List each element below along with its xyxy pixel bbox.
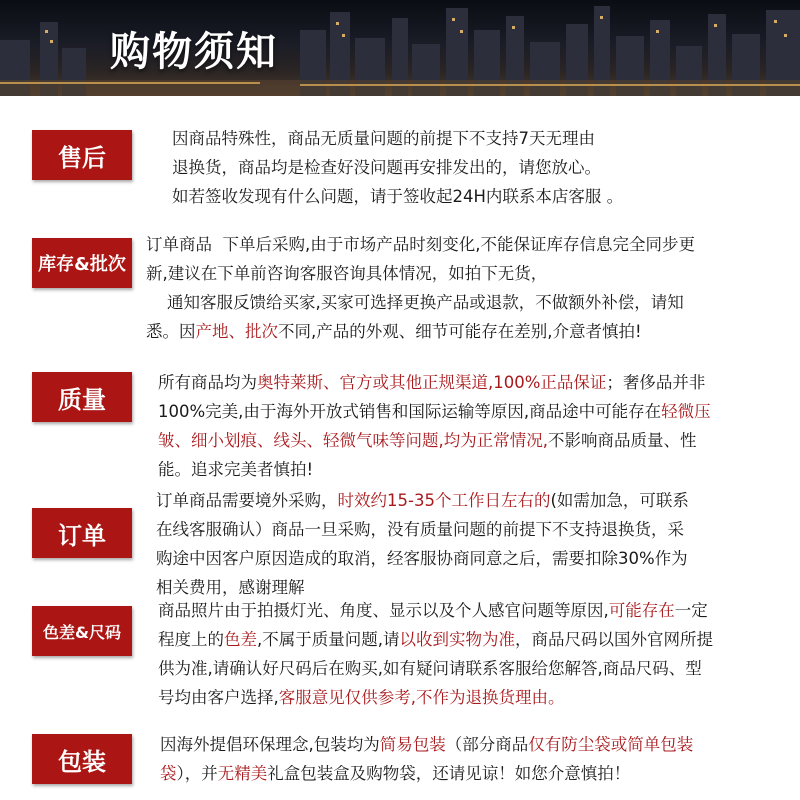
highlight-text: 以收到实物为准 xyxy=(399,630,515,649)
text-line xyxy=(146,259,695,288)
body-text: 购途中因客户原因造成的取消，经客服协商同意之后，需要扣除30%作为 xyxy=(156,549,688,568)
header-banner xyxy=(0,0,800,96)
text-line xyxy=(158,625,713,654)
text-line xyxy=(156,515,689,544)
highlight-text: 袋 xyxy=(160,764,177,783)
text-line xyxy=(172,124,623,153)
body-text: （部分商品 xyxy=(445,735,529,754)
text-line xyxy=(156,544,689,573)
body-text: 不同,产品的外观、细节可能存在差别,介意者慎拍! xyxy=(278,322,642,341)
text-line xyxy=(146,230,695,259)
body-text: ；奢侈品并非 xyxy=(606,373,706,392)
text-line xyxy=(158,683,713,712)
section-text xyxy=(158,596,713,712)
text-line xyxy=(160,759,693,788)
body-text: ，商品尺码以国外官网所提 xyxy=(515,630,713,649)
body-text: ），并 xyxy=(176,764,218,783)
highlight-text: 简易包装 xyxy=(379,735,446,754)
body-text: 订单商品需要境外采购， xyxy=(156,491,338,510)
body-text: 因商品特殊性，商品无质量问题的前提下不支持7天无理由 xyxy=(172,129,595,148)
body-text: 礼盒包装盒及购物袋，还请见谅！如您介意慎拍！ xyxy=(267,764,631,783)
body-text: 如若签收发现有什么问题，请于签收起24H内联系本店客服 。 xyxy=(172,187,624,206)
highlight-text: 客服意见仅供参考,不作为退换货理由。 xyxy=(278,688,565,707)
highlight-text: 产地、批次 xyxy=(195,322,278,341)
body-text: 通知客服反馈给买家,买家可选择更换产品或退款，不做额外补偿，请知 xyxy=(146,293,684,312)
section-label: 库存&批次 xyxy=(32,238,132,288)
body-text: (如需加急，可联系 xyxy=(550,491,689,510)
section-text xyxy=(158,368,711,484)
section-label: 包装 xyxy=(32,734,132,784)
body-text: 程度上的 xyxy=(158,630,224,649)
body-text: 相关费用，感谢理解 xyxy=(156,578,305,597)
text-line xyxy=(158,455,711,484)
section-label: 质量 xyxy=(32,372,132,422)
highlight-text: 皱、细小划痕、线头、轻微气味等问题,均为正常情况, xyxy=(158,431,548,450)
highlight-text: 时效约15-35个工作日左右的 xyxy=(337,491,551,510)
text-line xyxy=(158,596,713,625)
text-line xyxy=(158,654,713,683)
text-line xyxy=(156,486,689,515)
body-text: 所有商品均为 xyxy=(158,373,257,392)
body-text: 在线客服确认）商品一旦采购，没有质量问题的前提下不支持退换货，采 xyxy=(156,520,684,539)
highlight-text: 无精美 xyxy=(217,764,268,783)
text-line xyxy=(146,288,695,317)
text-line xyxy=(160,730,693,759)
body-text: 供为准,请确认好尺码后在购买,如有疑问请联系客服给您解答,商品尺码、型 xyxy=(158,659,702,678)
body-text: 悉。因 xyxy=(146,322,196,341)
body-text: 因海外提倡环保理念,包装均为 xyxy=(160,735,380,754)
text-line xyxy=(158,426,711,455)
body-text: 100%完美,由于海外开放式销售和国际运输等原因,商品途中可能存在 xyxy=(158,402,662,421)
body-text: 新,建议在下单前咨询客服咨询具体情况，如拍下无货， xyxy=(146,264,548,283)
page-title: 购物须知 xyxy=(110,29,278,75)
body-text: ,不属于质量问题,请 xyxy=(257,630,400,649)
highlight-text: 可能存在 xyxy=(608,601,675,620)
text-line xyxy=(172,182,623,211)
text-line xyxy=(146,317,695,346)
section-text xyxy=(146,230,695,346)
section-label: 色差&尺码 xyxy=(32,606,132,656)
body-text: 订单商品 下单后采购,由于市场产品时刻变化,不能保证库存信息完全同步更 xyxy=(146,235,695,254)
body-text: 商品照片由于拍摄灯光、角度、显示以及个人感官问题等原因, xyxy=(158,601,609,620)
highlight-text: 奥特莱斯、官方或其他正规渠道,100%正品保证 xyxy=(257,373,607,392)
text-line xyxy=(158,368,711,397)
body-text: 能。追求完美者慎拍! xyxy=(158,460,314,479)
text-line xyxy=(158,397,711,426)
body-text: 不影响商品质量、性 xyxy=(548,431,697,450)
highlight-text: 仅有防尘袋或简单包装 xyxy=(528,735,694,754)
section-text xyxy=(172,124,623,211)
section-label: 订单 xyxy=(32,508,132,558)
body-text: 一定 xyxy=(674,601,708,620)
body-text: 号均由客户选择, xyxy=(158,688,279,707)
body-text: 退换货，商品均是检查好没问题再安排发出的，请您放心。 xyxy=(172,158,601,177)
section-text xyxy=(156,486,689,602)
text-line xyxy=(172,153,623,182)
section-text xyxy=(160,730,693,788)
section-label: 售后 xyxy=(32,130,132,180)
highlight-text: 轻微压 xyxy=(661,402,711,421)
highlight-text: 色差 xyxy=(224,630,257,649)
